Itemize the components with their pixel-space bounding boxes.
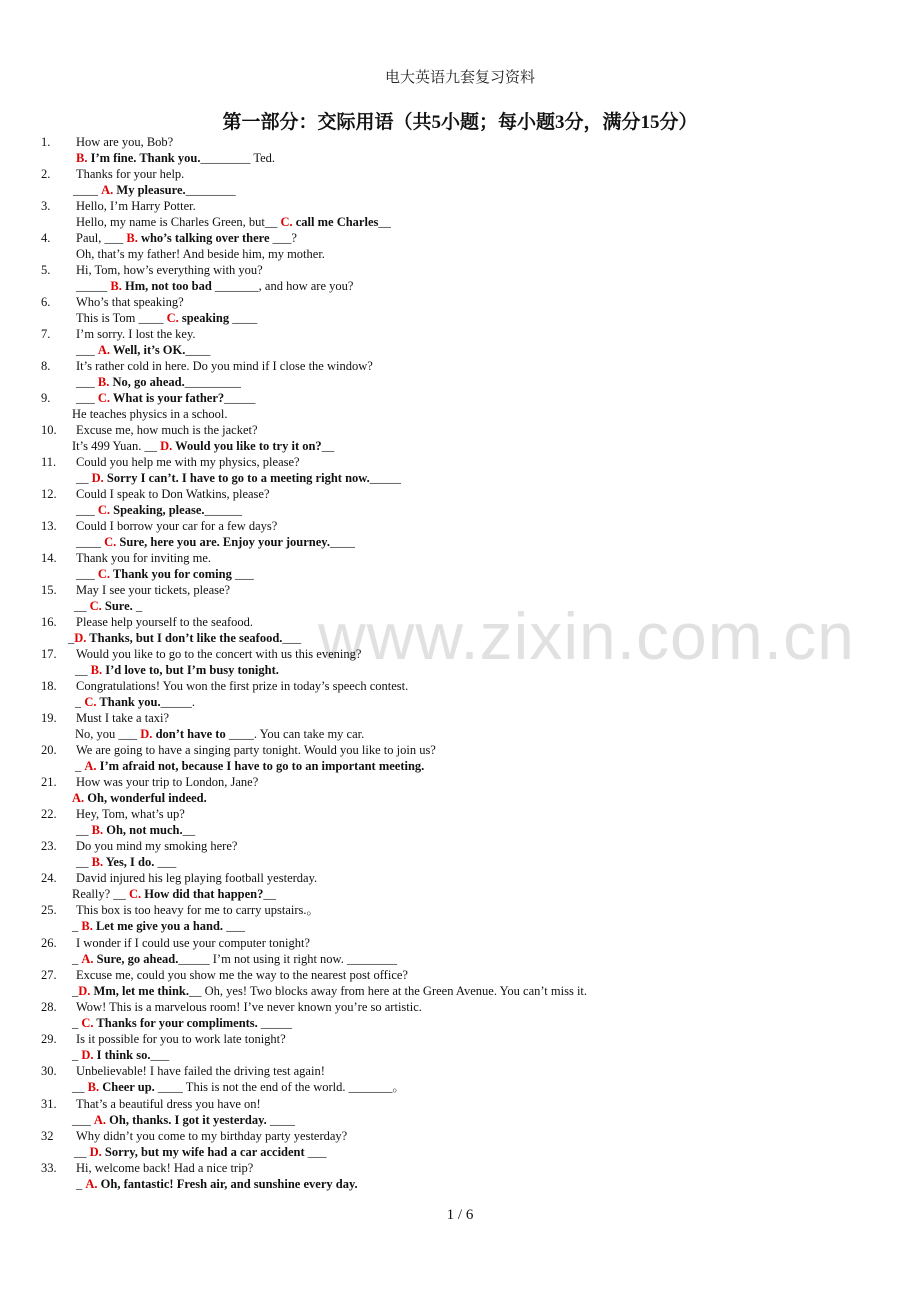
answer-content bbox=[72, 1112, 295, 1128]
question-line bbox=[0, 614, 920, 630]
question-text bbox=[76, 390, 255, 406]
question-line bbox=[0, 550, 920, 566]
answer-line bbox=[0, 918, 920, 935]
answer-letter: C. bbox=[97, 391, 111, 405]
answer-line bbox=[0, 406, 920, 422]
answer-text: Thanks for your compliments. bbox=[93, 1016, 258, 1030]
answer-prefix: __ bbox=[76, 855, 92, 869]
answer-prefix: It’s 499 Yuan. __ bbox=[72, 439, 161, 453]
answer-content bbox=[68, 630, 301, 646]
question-line bbox=[0, 262, 920, 278]
answer-suffix: __ Oh, yes! Two blocks away from here at the Green Avenue. You can’t miss it. bbox=[189, 984, 588, 998]
question-number: 11. bbox=[41, 455, 57, 469]
answer-prefix: __ bbox=[75, 663, 91, 677]
answer-text: Well, it’s OK. bbox=[110, 343, 186, 357]
qa-list bbox=[0, 134, 920, 1192]
question-line bbox=[0, 582, 920, 598]
answer-letter: C. bbox=[104, 535, 117, 549]
question-line bbox=[0, 454, 920, 470]
answer-letter: D. bbox=[81, 1048, 94, 1062]
question-text: May I see your tickets, please? bbox=[76, 583, 231, 597]
answer-text: call me Charles bbox=[292, 215, 379, 229]
answer-suffix: ___ bbox=[223, 919, 245, 933]
answer-prefix: _ bbox=[75, 695, 85, 709]
answer-suffix: ______ bbox=[204, 503, 242, 517]
question-number: 24. bbox=[41, 871, 57, 885]
answer-letter: C. bbox=[280, 215, 293, 229]
question-number: 5. bbox=[41, 263, 51, 277]
question-number: 22. bbox=[41, 807, 57, 821]
answer-suffix: ____. You can take my car. bbox=[228, 727, 365, 741]
answer-prefix: He teaches physics in a school. bbox=[72, 407, 228, 421]
answer-letter: B. bbox=[97, 375, 110, 389]
answer-text: I’m fine. Thank you. bbox=[87, 151, 201, 165]
question-number: 27. bbox=[41, 968, 57, 982]
answer-letter: A. bbox=[93, 1113, 107, 1127]
answer-line bbox=[0, 726, 920, 742]
answer-content bbox=[76, 278, 353, 294]
answer-line bbox=[0, 342, 920, 358]
answer-letter: C. bbox=[89, 599, 102, 613]
question-text: That’s a beautiful dress you have on! bbox=[76, 1097, 261, 1111]
answer-content bbox=[72, 918, 245, 934]
answer-prefix: No, you ___ bbox=[75, 727, 141, 741]
question-line bbox=[0, 326, 920, 342]
question-text: Wow! This is a marvelous room! I’ve never known you’re so artistic. bbox=[76, 1000, 422, 1014]
question-line bbox=[0, 134, 920, 150]
question-line bbox=[0, 902, 920, 918]
section-title: 第一部分：交际用语（共5小题；每小题3分，满分15分） bbox=[222, 112, 698, 133]
question-text: I wonder if I could use your computer tonight? bbox=[76, 936, 310, 950]
answer-content bbox=[76, 246, 325, 262]
question-number: 23. bbox=[41, 839, 57, 853]
answer-line bbox=[0, 951, 920, 967]
answer-suffix: _____ bbox=[369, 471, 401, 485]
answer-suffix: ___ bbox=[234, 567, 254, 581]
question-number: 21. bbox=[41, 775, 57, 789]
answer-letter: C. bbox=[128, 887, 142, 901]
question-line bbox=[0, 518, 920, 534]
answer-prefix: _ bbox=[72, 984, 79, 998]
answer-content bbox=[76, 214, 391, 230]
answer-suffix: ___ bbox=[307, 1145, 327, 1159]
answer-letter: C. bbox=[81, 1016, 94, 1030]
answer-text: Yes, I do. bbox=[103, 855, 155, 869]
answer-text: Oh, not much. bbox=[103, 823, 183, 837]
answer-text: Hm, not too bad bbox=[121, 279, 215, 293]
answer-content bbox=[72, 790, 207, 806]
answer-letter: A. bbox=[72, 791, 85, 805]
question-number: 29. bbox=[41, 1032, 57, 1046]
question-text: Unbelievable! I have failed the driving test again! bbox=[76, 1064, 325, 1078]
answer-letter: C. bbox=[84, 695, 97, 709]
document-header: 电大英语九套复习资料 bbox=[384, 70, 535, 86]
answer-letter: D. bbox=[91, 471, 104, 485]
answer-text: My pleasure. bbox=[113, 183, 186, 197]
answer-content bbox=[75, 758, 424, 774]
answer-content bbox=[72, 406, 228, 422]
question-number: 1. bbox=[41, 135, 51, 149]
question-number: 14. bbox=[41, 551, 57, 565]
question-number: 30. bbox=[41, 1064, 57, 1078]
answer-text: What is your father? bbox=[110, 391, 225, 405]
answer-prefix: _ bbox=[76, 1177, 86, 1191]
question-line bbox=[0, 198, 920, 214]
answer-content bbox=[76, 502, 242, 518]
answer-line bbox=[0, 790, 920, 806]
question-number: 33. bbox=[41, 1161, 57, 1175]
question-number: 4. bbox=[41, 231, 51, 245]
answer-letter: D. bbox=[89, 1145, 102, 1159]
answer-letter: C. bbox=[166, 311, 179, 325]
question-text: Could I borrow your car for a few days? bbox=[76, 519, 278, 533]
question-line bbox=[0, 774, 920, 790]
answer-prefix: _ bbox=[72, 919, 82, 933]
answer-content bbox=[76, 342, 210, 358]
answer-line bbox=[0, 374, 920, 390]
answer-line bbox=[0, 1112, 920, 1128]
answer-suffix: ___ bbox=[282, 631, 302, 645]
answer-line bbox=[0, 630, 920, 646]
answer-letter: B. bbox=[91, 855, 104, 869]
answer-prefix: _ bbox=[72, 952, 82, 966]
question-number: 10. bbox=[41, 423, 57, 437]
answer-prefix: ___ bbox=[76, 503, 98, 517]
question-line bbox=[0, 742, 920, 758]
answer-line bbox=[0, 1079, 920, 1096]
answer-line bbox=[0, 502, 920, 518]
answer-line bbox=[0, 662, 920, 678]
question-text: Please help yourself to the seafood. bbox=[76, 615, 254, 629]
answer-content bbox=[76, 374, 241, 390]
question-text: Excuse me, could you show me the way to the nearest post office? bbox=[76, 968, 408, 982]
question-line bbox=[0, 1096, 920, 1112]
question-line bbox=[0, 999, 920, 1015]
answer-letter: D. bbox=[160, 439, 173, 453]
question-number: 12. bbox=[41, 487, 57, 501]
question-line bbox=[0, 294, 920, 310]
answer-suffix: ________ bbox=[185, 183, 236, 197]
question-number: 20. bbox=[41, 743, 57, 757]
answer-suffix: ____ bbox=[232, 311, 258, 325]
answer-text: Sure, here you are. Enjoy your journey. bbox=[116, 535, 330, 549]
question-text: Congratulations! You won the first prize in today’s speech contest. bbox=[76, 679, 409, 693]
question-line bbox=[0, 678, 920, 694]
answer-text: don’t have to bbox=[152, 727, 229, 741]
question-line bbox=[0, 486, 920, 502]
question-number: 7. bbox=[41, 327, 51, 341]
answer-content bbox=[72, 1079, 405, 1095]
question-number: 6. bbox=[41, 295, 51, 309]
question-number: 13. bbox=[41, 519, 57, 533]
question-prefix: Paul, ___ bbox=[76, 231, 127, 245]
answer-line bbox=[0, 1176, 920, 1192]
answer-text: Would you like to try it on? bbox=[172, 439, 322, 453]
answer-line bbox=[0, 758, 920, 774]
question-text: Hello, I’m Harry Potter. bbox=[76, 199, 196, 213]
answer-suffix: ____ This is not the end of the world. _______。 bbox=[154, 1080, 405, 1094]
answer-suffix: ___ bbox=[150, 1048, 170, 1062]
question-line bbox=[0, 967, 920, 983]
answer-line bbox=[0, 438, 920, 454]
question-text: Could I speak to Don Watkins, please? bbox=[76, 487, 270, 501]
answer-prefix: ____ bbox=[76, 535, 105, 549]
question-line bbox=[0, 935, 920, 951]
answer-letter: C. bbox=[97, 503, 111, 517]
question-text: How was your trip to London, Jane? bbox=[76, 775, 259, 789]
watermark: www.zixin.com.cn bbox=[318, 599, 855, 673]
answer-prefix: __ bbox=[74, 1145, 90, 1159]
question-text: Could you help me with my physics, please? bbox=[76, 455, 300, 469]
answer-text: Let me give you a hand. bbox=[92, 919, 224, 933]
question-line bbox=[0, 838, 920, 854]
answer-letter: D. bbox=[74, 631, 87, 645]
question-suffix: ___? bbox=[272, 231, 297, 245]
question-text: David injured his leg playing football yesterday. bbox=[76, 871, 318, 885]
answer-prefix: This is Tom ____ bbox=[76, 311, 167, 325]
answer-line bbox=[0, 470, 920, 486]
question-text: Who’s that speaking? bbox=[76, 295, 184, 309]
question-text: Thank you for inviting me. bbox=[76, 551, 212, 565]
question-line bbox=[0, 390, 920, 406]
answer-suffix: __ bbox=[263, 887, 276, 901]
answer-line bbox=[0, 983, 920, 999]
question-suffix: _____ bbox=[224, 391, 256, 405]
question-text bbox=[76, 230, 297, 246]
answer-prefix: _ bbox=[72, 1016, 82, 1030]
answer-line bbox=[0, 886, 920, 902]
answer-content bbox=[76, 310, 257, 326]
answer-line bbox=[0, 694, 920, 710]
question-text: It’s rather cold in here. Do you mind if I close the window? bbox=[76, 359, 373, 373]
answer-text: Sorry I can’t. I have to go to a meeting right now. bbox=[103, 471, 370, 485]
answer-letter: A. bbox=[85, 1177, 98, 1191]
answer-content bbox=[72, 1047, 169, 1063]
answer-text: Thanks, but I don’t like the seafood. bbox=[86, 631, 283, 645]
answer-line bbox=[0, 182, 920, 198]
answer-text: Thank you for coming bbox=[110, 567, 235, 581]
answer-suffix: _____ I’m not using it right now. ________ bbox=[178, 952, 398, 966]
question-line bbox=[0, 1128, 920, 1144]
question-text: I’m sorry. I lost the key. bbox=[76, 327, 196, 341]
answer-content bbox=[76, 822, 195, 838]
question-prefix: ___ bbox=[76, 391, 98, 405]
answer-suffix: _____ bbox=[257, 1016, 293, 1030]
answer-letter: B. bbox=[126, 231, 138, 245]
question-number: 3. bbox=[41, 199, 51, 213]
question-number: 28. bbox=[41, 1000, 57, 1014]
answer-text: No, go ahead. bbox=[109, 375, 185, 389]
answer-letter: A. bbox=[97, 343, 111, 357]
answer-prefix: _____ bbox=[76, 279, 111, 293]
answer-content bbox=[76, 1176, 358, 1192]
answer-content bbox=[72, 983, 587, 999]
answer-prefix: _ bbox=[75, 759, 85, 773]
answer-content bbox=[76, 534, 355, 550]
question-line bbox=[0, 710, 920, 726]
answer-line bbox=[0, 246, 920, 262]
answer-text: Oh, fantastic! Fresh air, and sunshine every day. bbox=[97, 1177, 358, 1191]
answer-line bbox=[0, 534, 920, 550]
answer-line bbox=[0, 854, 920, 870]
page-number: 1 / 6 bbox=[446, 1207, 474, 1223]
answer-suffix: _____. bbox=[160, 695, 195, 709]
answer-prefix: __ bbox=[76, 823, 92, 837]
question-number: 15. bbox=[41, 583, 57, 597]
question-line bbox=[0, 422, 920, 438]
answer-prefix: _ bbox=[68, 631, 75, 645]
question-text: We are going to have a singing party tonight. Would you like to join us? bbox=[76, 743, 436, 757]
answer-letter: B. bbox=[87, 1080, 100, 1094]
answer-text: Oh, wonderful indeed. bbox=[84, 791, 207, 805]
answer-text: Mm, let me think. bbox=[90, 984, 190, 998]
question-text: Hey, Tom, what’s up? bbox=[76, 807, 185, 821]
question-number: 18. bbox=[41, 679, 57, 693]
answer-line bbox=[0, 566, 920, 582]
answer-letter: D. bbox=[140, 727, 153, 741]
answer-line bbox=[0, 1047, 920, 1063]
answer-text: Oh, thanks. I got it yesterday. bbox=[106, 1113, 267, 1127]
question-text: Is it possible for you to work late tonight? bbox=[76, 1032, 286, 1046]
answer-text: who’s talking over there bbox=[137, 231, 273, 245]
answer-prefix: Really? __ bbox=[72, 887, 129, 901]
question-line bbox=[0, 1063, 920, 1079]
answer-text: I think so. bbox=[93, 1048, 151, 1062]
answer-prefix: ____ bbox=[73, 183, 102, 197]
answer-line bbox=[0, 822, 920, 838]
answer-content bbox=[76, 470, 401, 486]
question-number: 8. bbox=[41, 359, 51, 373]
answer-text: Thank you. bbox=[96, 695, 161, 709]
answer-line bbox=[0, 150, 920, 166]
answer-suffix: __ bbox=[182, 823, 196, 837]
answer-prefix: ___ bbox=[76, 375, 98, 389]
answer-prefix: Hello, my name is Charles Green, but__ bbox=[76, 215, 281, 229]
answer-letter: C. bbox=[97, 567, 111, 581]
answer-content bbox=[74, 1144, 327, 1160]
answer-text: Sure, go ahead. bbox=[93, 952, 179, 966]
answer-suffix: _________ bbox=[184, 375, 241, 389]
question-number: 16. bbox=[41, 615, 57, 629]
answer-suffix: _______, and how are you? bbox=[214, 279, 354, 293]
question-text: Do you mind my smoking here? bbox=[76, 839, 238, 853]
answer-content bbox=[72, 951, 397, 967]
answer-line bbox=[0, 278, 920, 294]
answer-line bbox=[0, 310, 920, 326]
question-text: Hi, Tom, how’s everything with you? bbox=[76, 263, 263, 277]
answer-prefix: ___ bbox=[76, 343, 98, 357]
answer-letter: B. bbox=[91, 823, 104, 837]
answer-letter: A. bbox=[84, 759, 97, 773]
question-line bbox=[0, 806, 920, 822]
question-number: 17. bbox=[41, 647, 57, 661]
question-text: Hi, welcome back! Had a nice trip? bbox=[76, 1161, 254, 1175]
question-number: 31. bbox=[41, 1097, 57, 1111]
answer-content bbox=[76, 566, 254, 582]
answer-text: I’m afraid not, because I have to go to an important meeting. bbox=[96, 759, 425, 773]
answer-content bbox=[75, 726, 364, 742]
answer-text: Sure. bbox=[101, 599, 133, 613]
answer-suffix: ____ bbox=[266, 1113, 295, 1127]
question-number: 26. bbox=[41, 936, 57, 950]
answer-suffix: ____ bbox=[185, 343, 211, 357]
answer-line bbox=[0, 598, 920, 614]
answer-text: I’d love to, but I’m busy tonight. bbox=[102, 663, 279, 677]
answer-suffix: __ bbox=[321, 439, 335, 453]
answer-letter: B. bbox=[90, 663, 103, 677]
question-line bbox=[0, 166, 920, 182]
answer-suffix: ________ Ted. bbox=[200, 151, 276, 165]
question-line bbox=[0, 358, 920, 374]
answer-line bbox=[0, 1144, 920, 1160]
question-number: 2. bbox=[41, 167, 51, 181]
answer-content bbox=[72, 1015, 292, 1031]
answer-prefix: Oh, that’s my father! And beside him, my mother. bbox=[76, 247, 325, 261]
answer-content bbox=[73, 182, 236, 198]
answer-letter: A. bbox=[81, 952, 94, 966]
question-text: Excuse me, how much is the jacket? bbox=[76, 423, 258, 437]
question-number: 19. bbox=[41, 711, 57, 725]
answer-content bbox=[75, 694, 195, 710]
question-number: 25. bbox=[41, 903, 57, 917]
question-text: Thanks for your help. bbox=[76, 167, 185, 181]
answer-prefix: ___ bbox=[72, 1113, 94, 1127]
answer-content bbox=[72, 886, 276, 902]
answer-text: speaking bbox=[178, 311, 233, 325]
answer-prefix: _ bbox=[72, 1048, 82, 1062]
question-number: 32 bbox=[41, 1129, 54, 1143]
answer-suffix: ____ bbox=[329, 535, 355, 549]
answer-prefix: __ bbox=[72, 1080, 88, 1094]
answer-letter: B. bbox=[110, 279, 122, 293]
answer-line bbox=[0, 1015, 920, 1031]
question-text: Why didn’t you come to my birthday party yesterday? bbox=[76, 1129, 348, 1143]
question-line bbox=[0, 1031, 920, 1047]
question-text: This box is too heavy for me to carry upstairs.。 bbox=[76, 903, 320, 917]
answer-text: How did that happen? bbox=[141, 887, 264, 901]
answer-content bbox=[75, 662, 279, 678]
answer-suffix: __ bbox=[378, 215, 391, 229]
question-text: Must I take a taxi? bbox=[76, 711, 170, 725]
answer-text: Sorry, but my wife had a car accident bbox=[101, 1145, 308, 1159]
question-text: How are you, Bob? bbox=[76, 135, 174, 149]
answer-letter: B. bbox=[76, 151, 88, 165]
answer-text: Cheer up. bbox=[99, 1080, 155, 1094]
answer-line bbox=[0, 214, 920, 230]
question-line bbox=[0, 230, 920, 246]
question-line bbox=[0, 1160, 920, 1176]
answer-letter: D. bbox=[78, 984, 91, 998]
question-number: 9. bbox=[41, 391, 51, 405]
answer-content bbox=[76, 854, 176, 870]
question-line bbox=[0, 870, 920, 886]
answer-prefix: __ bbox=[74, 599, 90, 613]
answer-content bbox=[74, 598, 142, 614]
answer-content bbox=[72, 438, 334, 454]
answer-text: Speaking, please. bbox=[110, 503, 205, 517]
answer-letter: A. bbox=[101, 183, 114, 197]
answer-prefix: __ bbox=[76, 471, 92, 485]
answer-letter: B. bbox=[81, 919, 93, 933]
answer-suffix: ___ bbox=[154, 855, 177, 869]
question-line bbox=[0, 646, 920, 662]
answer-content bbox=[76, 150, 275, 166]
answer-prefix: ___ bbox=[76, 567, 98, 581]
question-text: Would you like to go to the concert with us this evening? bbox=[76, 647, 362, 661]
answer-suffix: _ bbox=[132, 599, 143, 613]
